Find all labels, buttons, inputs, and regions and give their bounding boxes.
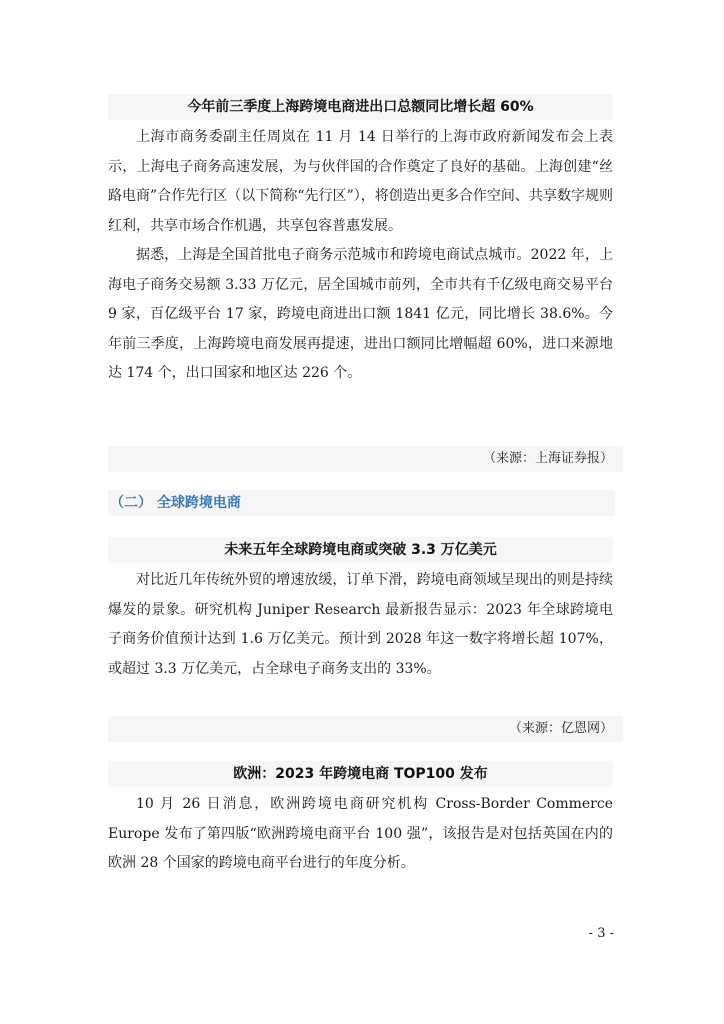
article-1-paragraph-1: 上海市商务委副主任周岚在 11 月 14 日举行的上海市政府新闻发布会上表示，上海电子商务高速发展，为与伙伴国的合作奠定了良好的基础。上海创建“丝路电商”合作先行区（以下简称“先行区”），将创造出更多合作空间、共享数字规则红利，共享市场合作机遇，共享包容普惠发展。	[108, 129, 613, 234]
section-heading: （二） 全球跨境电商	[108, 490, 615, 516]
page-number: - 3 -	[588, 926, 614, 941]
article-1-body	[108, 123, 613, 389]
article-1-paragraph-2: 据悉，上海是全国首批电子商务示范城市和跨境电商试点城市。2022 年，上海电子商务交易额 3.33 万亿元，居全国城市前列，全市共有千亿级电商交易平台 9 家，百亿级平台 17 家，跨境电商进出口额 1841 亿元，同比增长 38.6%。今年前三季度，上海跨境电商发展再提速，进出口额同比增幅超 60%，进口来源地达 174 个，出口国家和地区达 226 个。	[108, 247, 613, 381]
article-1-headline: 今年前三季度上海跨境电商进出口总额同比增长超 60%	[108, 94, 613, 120]
article-2-body	[108, 566, 613, 684]
article-3-paragraph-1: 10 月 26 日消息，欧洲跨境电商研究机构 Cross-Border Commerce Europe 发布了第四版“欧洲跨境电商平台 100 强”，该报告是对包括英国在内的欧洲 28 个国家的跨境电商平台进行的年度分析。	[108, 796, 613, 871]
article-2-paragraph-1: 对比近几年传统外贸的增速放缓，订单下滑，跨境电商领域呈现出的则是持续爆发的景象。研究机构 Juniper Research 最新报告显示：2023 年全球跨境电子商务价值预计达到 1.6 万亿美元。预计到 2028 年这一数字将增长超 107%，或超过 3.3 万亿美元，占全球电子商务支出的 33%。	[108, 572, 613, 677]
article-3-headline: 欧洲：2023 年跨境电商 TOP100 发布	[108, 761, 613, 787]
article-2-headline: 未来五年全球跨境电商或突破 3.3 万亿美元	[108, 537, 613, 563]
article-2-source: （来源：亿恩网）	[108, 716, 623, 742]
article-1-source: （来源：上海证券报）	[108, 446, 623, 472]
article-3-body	[108, 790, 613, 879]
